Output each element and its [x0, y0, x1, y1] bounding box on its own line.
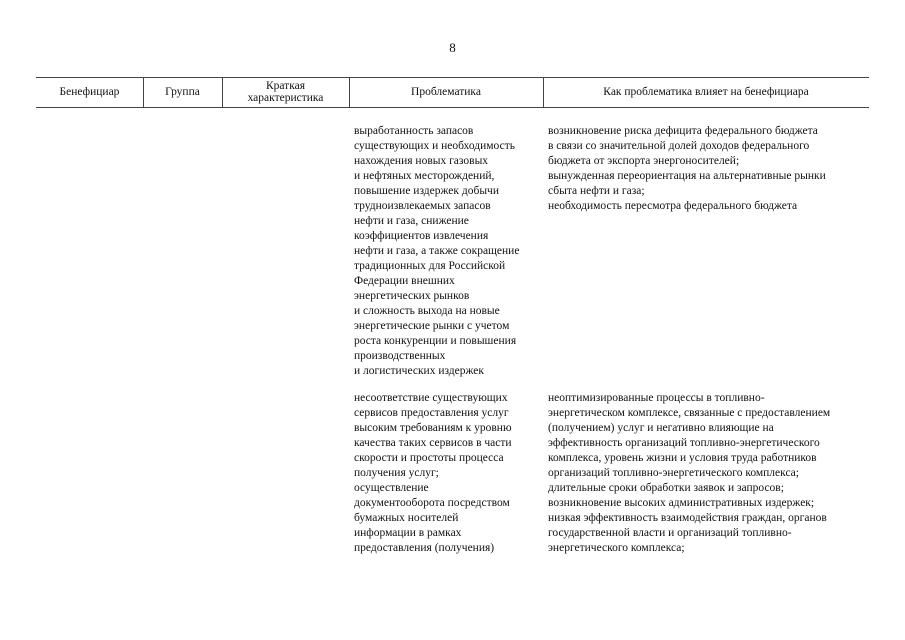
problem-cell: несоответствие существующих сервисов предоставления услуг высоким требованиям к уровню качества таких сервисов в части скорости и простоты процесса получения услуг; осуществление документооборота посредством бумажных носителей информации в рамках предоставления (получения) — [354, 392, 512, 554]
page-number: 8 — [449, 40, 456, 55]
impact-cell: неоптимизированные процессы в топливно- энергетическом комплексе, связанные с предоставлением (получением) услуг и негативно влияющие на эффективность организаций топливно-энергетического комплекса, уровень жизни и условия труда работников организаций топливно-энергетического комплекса; длительные сроки обработки заявок и запросов; возникновение высоких административных издержек; низкая эффективность взаимодействия граждан, органов государственной власти и организаций топливно- энергетического комплекса; — [548, 392, 831, 554]
problem-cell: выработанность запасов существующих и необходимость нахождения новых газовых и нефтяных месторождений, повышение издержек добычи трудноизвлекаемых запасов нефти и газа, снижение коэффициентов извлечения нефти и газа, а также сокращение традиционных для Российской Федерации внешних энергетических рынков и сложность выхода на новые энергетические рынки с учетом роста конкуренции и повышения производственных и логистических издержек — [354, 125, 520, 377]
header-short-description: Краткая характеристика — [247, 80, 324, 104]
header-bottom-border — [36, 107, 869, 108]
header-beneficiary: Бенефициар — [59, 86, 120, 98]
header-impact: Как проблематика влияет на бенефициара — [603, 86, 809, 98]
header-group: Группа — [165, 86, 200, 98]
impact-cell: возникновение риска дефицита федерального бюджета в связи со значительной долей доходов федерального бюджета от экспорта энергоносителей; вынужденная переориентация на альтернативные рынки сбыта нефти и газа; необходимость пересмотра федерального бюджета — [548, 125, 826, 212]
header-problem: Проблематика — [411, 86, 481, 98]
